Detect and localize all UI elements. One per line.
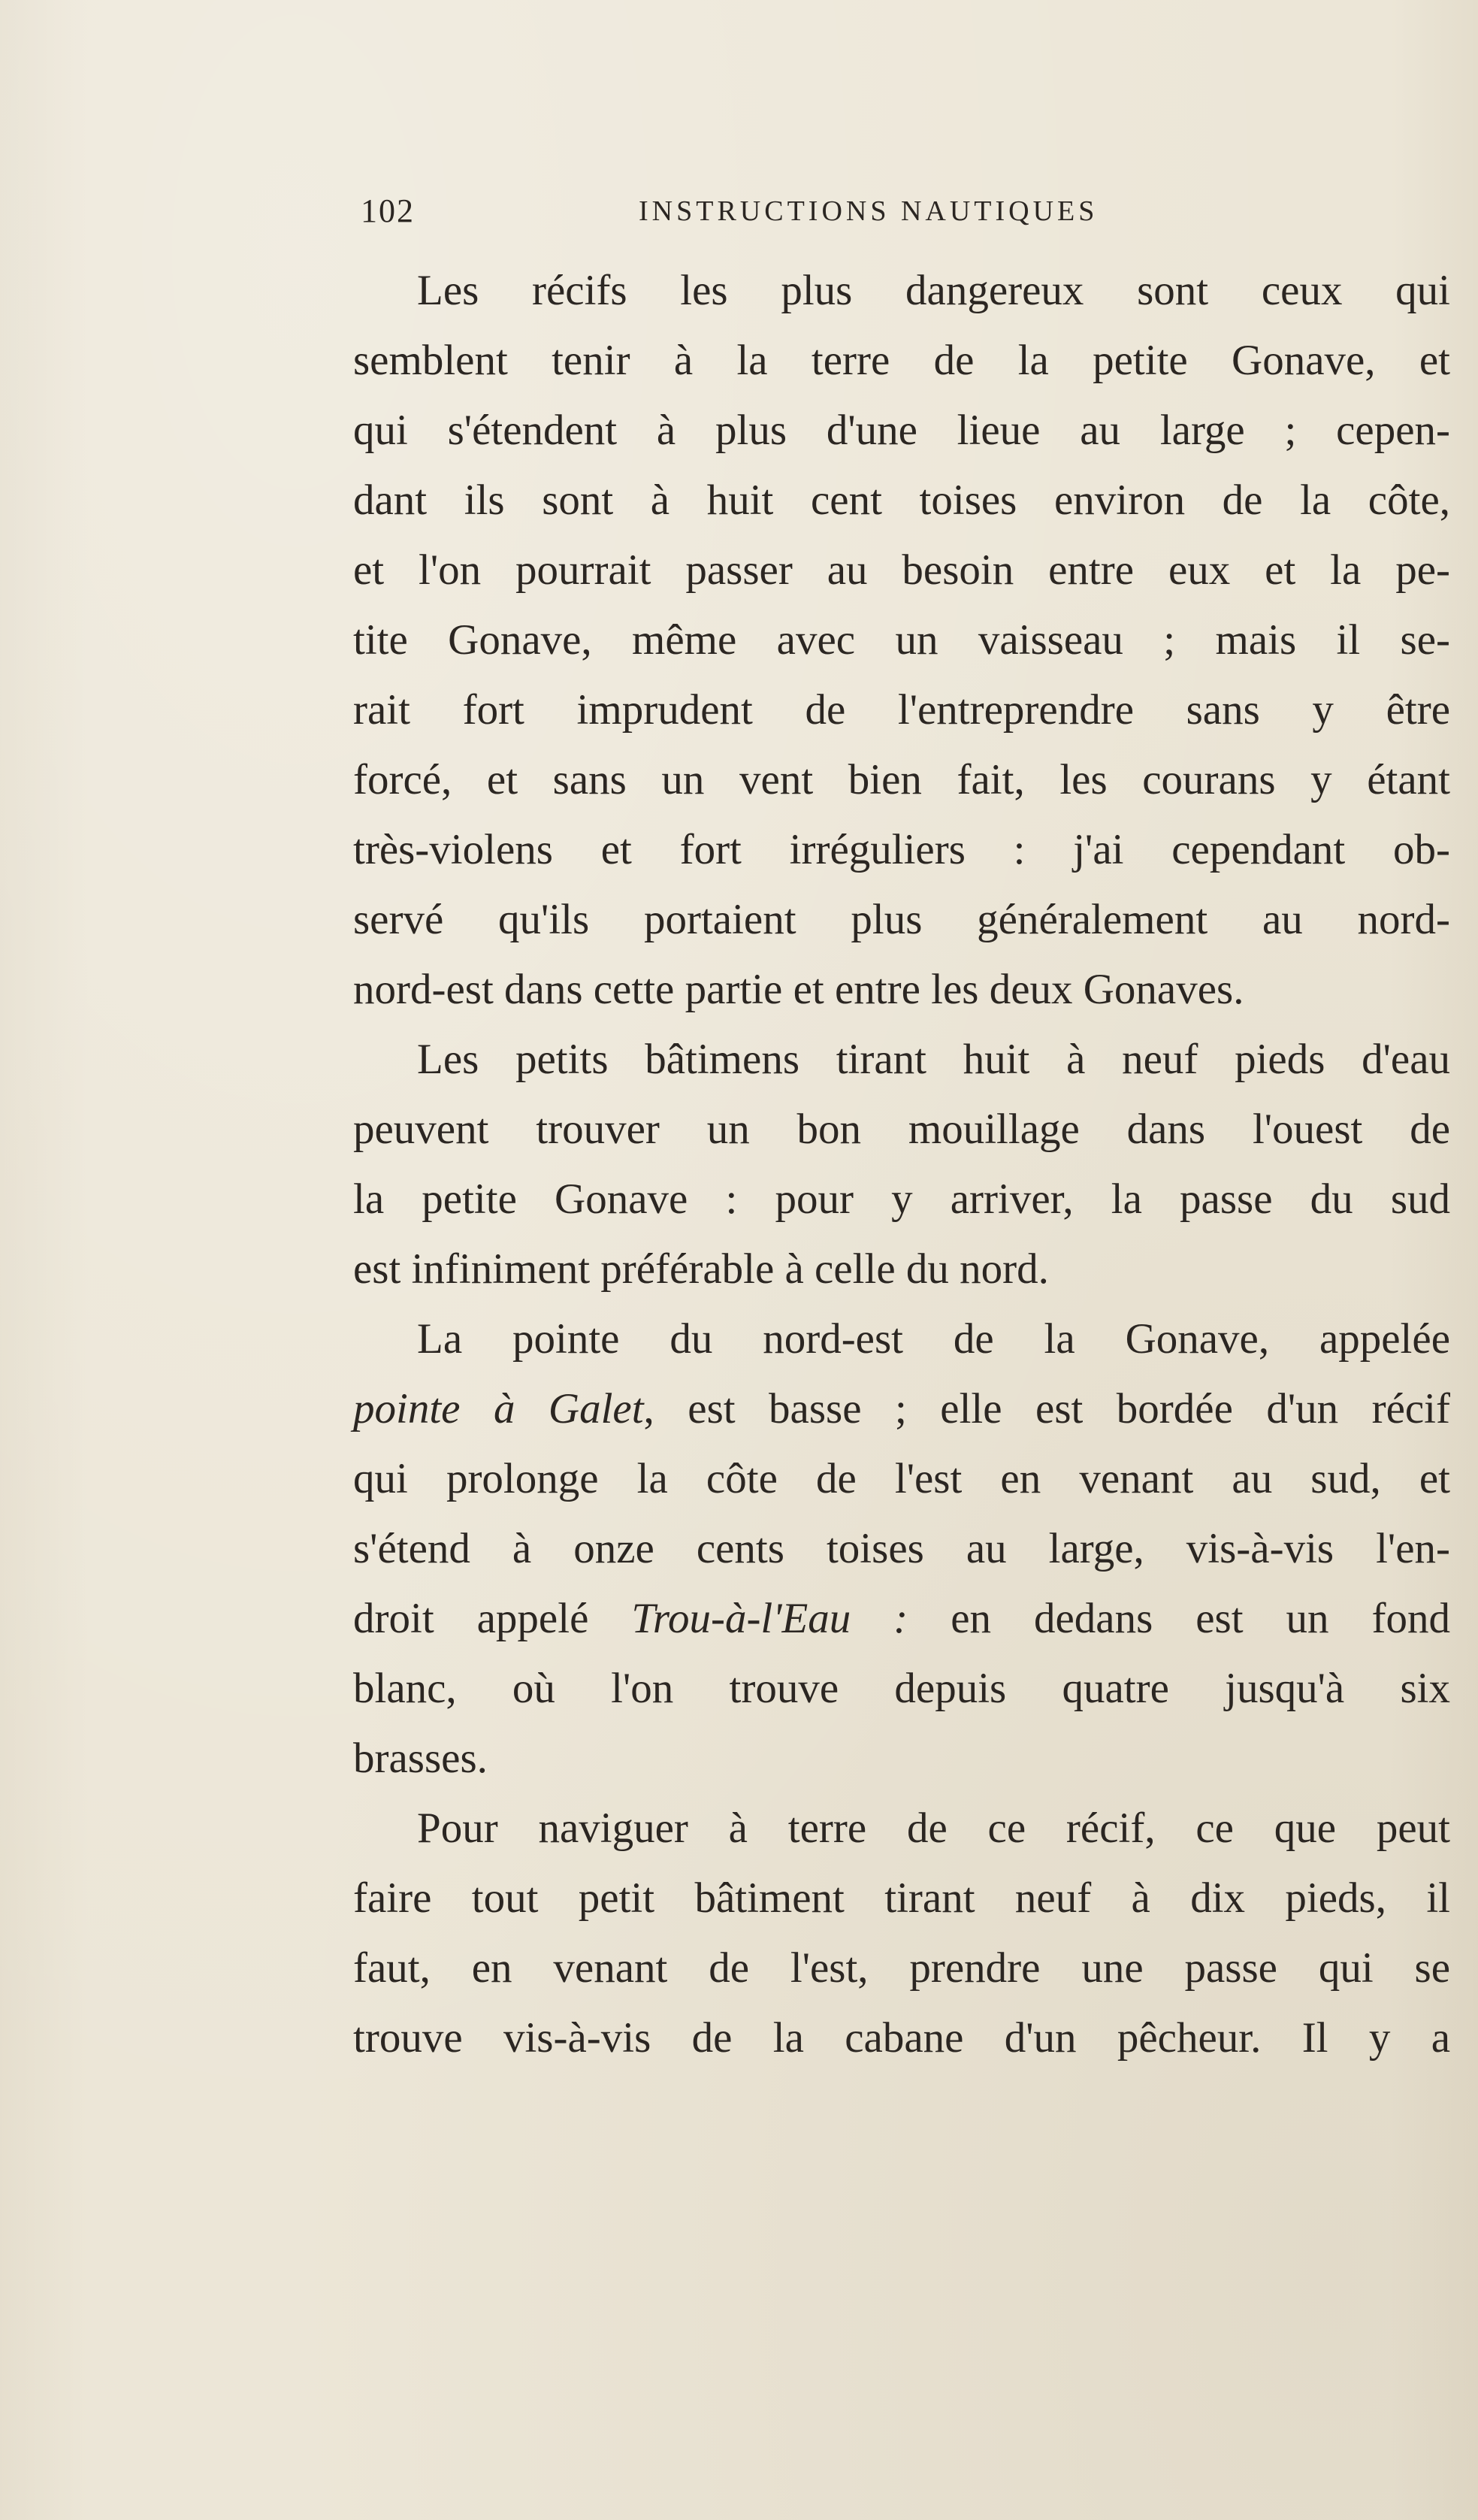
text-line: Les récifs les plus dangereux sont ceux qui: [417, 267, 1450, 314]
place-name-italic: pointe à Galet: [353, 1385, 644, 1432]
paragraph-2: [353, 1024, 1450, 1304]
text-line: est infiniment préférable à celle du nord.: [353, 1245, 1049, 1293]
paragraph-1: [353, 256, 1450, 1024]
text-line: servé qu'ils portaient plus généralement au nord-: [353, 896, 1450, 943]
text-line: trouve vis-à-vis de la cabane d'un pêcheur. Il y a: [353, 2014, 1450, 2062]
place-name-italic: Trou-à-l'Eau :: [631, 1595, 908, 1642]
text-line: blanc, où l'on trouve depuis quatre jusqu'à six: [353, 1665, 1450, 1712]
text-line: tite Gonave, même avec un vaisseau ; mais il se-: [353, 616, 1450, 664]
text-line: [353, 1584, 1450, 1653]
text-line: Les petits bâtimens tirant huit à neuf pieds d'eau: [417, 1036, 1450, 1083]
text-line: brasses.: [353, 1735, 488, 1782]
text-line: qui prolonge la côte de l'est en venant au sud, et: [353, 1455, 1450, 1502]
text-run: droit appelé: [353, 1595, 632, 1642]
text-line: faut, en venant de l'est, prendre une passe qui se: [353, 1944, 1450, 1992]
text-line: faire tout petit bâtiment tirant neuf à dix pieds, il: [353, 1874, 1450, 1922]
text-run: en dedans est un fond: [908, 1595, 1450, 1642]
running-head: [361, 192, 1450, 237]
header-title: INSTRUCTIONS NAUTIQUES: [639, 195, 1099, 227]
text-line: rait fort imprudent de l'entreprendre sans y être: [353, 686, 1450, 734]
paragraph-3: [353, 1304, 1450, 1793]
text-line: la petite Gonave : pour y arriver, la passe du sud: [353, 1175, 1450, 1223]
text-line: qui s'étendent à plus d'une lieue au large ; cepen-: [353, 407, 1450, 454]
text-line: nord-est dans cette partie et entre les deux Gonaves.: [353, 966, 1244, 1013]
body-text: [353, 256, 1450, 2073]
text-line: s'étend à onze cents toises au large, vis-à-vis l'en-: [353, 1525, 1450, 1572]
text-line: [353, 1374, 1450, 1444]
text-line: Pour naviguer à terre de ce récif, ce que peut: [417, 1805, 1450, 1852]
text-line: La pointe du nord-est de la Gonave, appelée: [417, 1315, 1450, 1363]
page-number: 102: [361, 192, 415, 229]
text-line: dant ils sont à huit cent toises environ de la côte,: [353, 476, 1450, 524]
text-line: très-violens et fort irréguliers : j'ai cependant ob-: [353, 826, 1450, 873]
text-run: , est basse ; elle est bordée d'un récif: [643, 1385, 1450, 1432]
text-line: peuvent trouver un bon mouillage dans l'ouest de: [353, 1106, 1450, 1153]
text-line: forcé, et sans un vent bien fait, les courans y étant: [353, 756, 1450, 803]
paragraph-4: [353, 1793, 1450, 2073]
text-line: semblent tenir à la terre de la petite Gonave, et: [353, 337, 1450, 384]
text-line: et l'on pourrait passer au besoin entre eux et la pe-: [353, 546, 1450, 594]
